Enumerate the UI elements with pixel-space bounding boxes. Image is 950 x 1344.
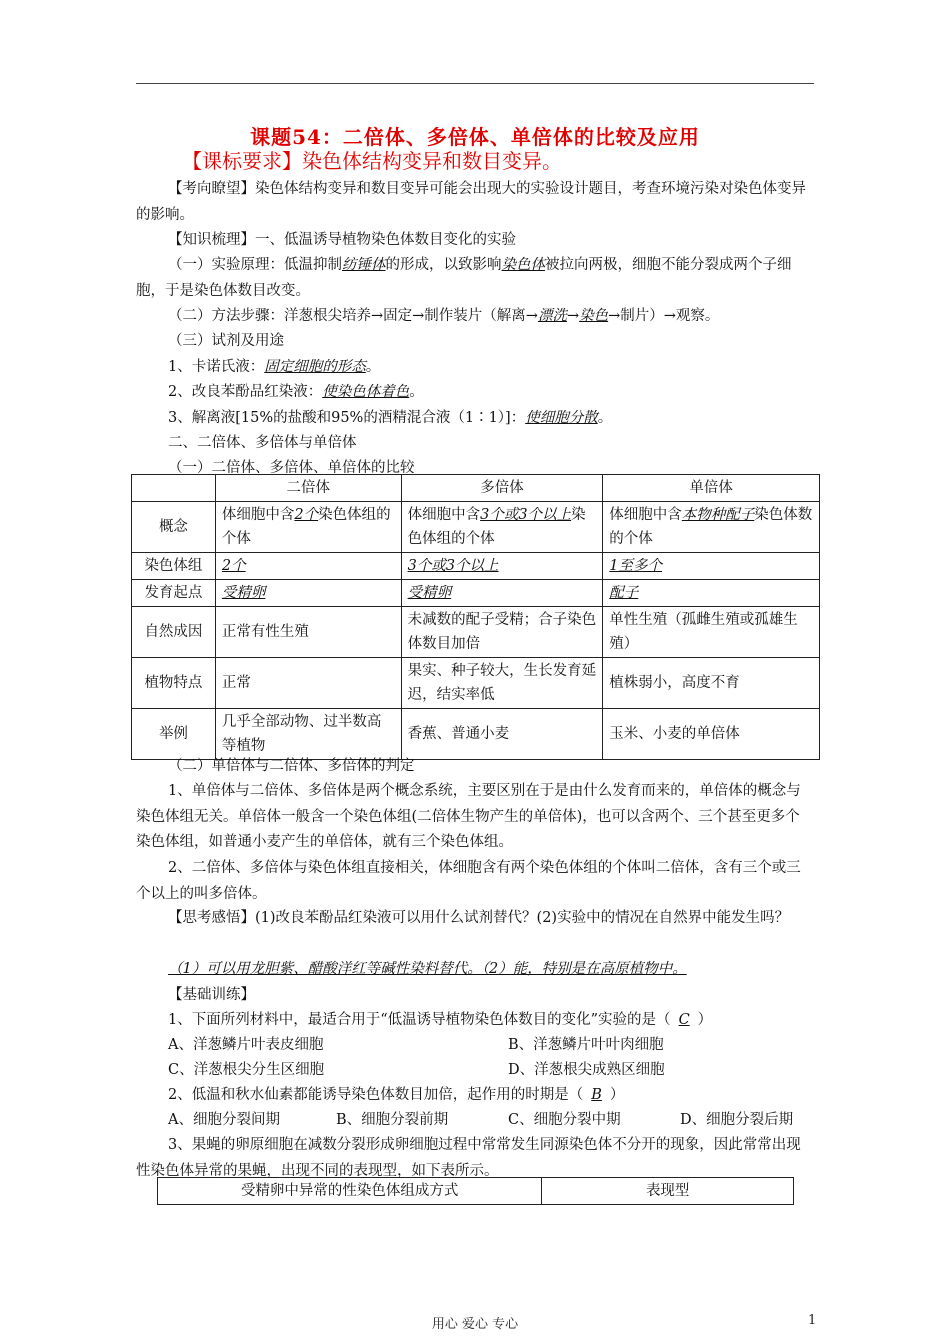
q2-option-c: C、细胞分裂中期 [508, 1112, 621, 1128]
table-row-natural-cause: 自然成因 正常有性生殖 未减数的配子受精；合子染色体数目加倍 单性生殖（孤雌生殖或孤雄生殖） [132, 607, 820, 658]
q2-option-d: D、细胞分裂后期 [680, 1112, 794, 1128]
page-title: 课题54：二倍体、多倍体、单倍体的比较及应用 [250, 125, 700, 149]
question-1-answer: C [678, 1012, 690, 1028]
page-footer: 用心 爱心 专心 [431, 1317, 519, 1332]
question-2: 2、低温和秋水仙素都能诱导染色体数目加倍，起作用的时期是（ B ） [168, 1087, 625, 1103]
compare-title: （一）二倍体、多倍体、单倍体的比较 [168, 460, 415, 476]
ploidy-comparison-table [131, 474, 820, 760]
question-2-answer: B [591, 1087, 602, 1103]
reagent-3: 3、解离液[15%的盐酸和95%的酒精混合液（1∶1）]：使细胞分散。 [168, 410, 613, 426]
question-1-options-row2 [168, 1058, 818, 1084]
q1-option-b: B、洋葱鳞片叶叶肉细胞 [508, 1037, 664, 1053]
question-3: 3、果蝇的卵原细胞在减数分裂形成卵细胞过程中常常发生同源染色体不分开的现象，因此常常出现性染色体异常的果蝇，出现不同的表现型，如下表所示。 [136, 1137, 801, 1179]
page-number: 1 [808, 1313, 817, 1328]
curriculum-requirement: 【课标要求】染色体结构变异和数目变异。 [182, 149, 562, 173]
training-title: 【基础训练】 [168, 987, 255, 1003]
q1-option-c: C、洋葱根尖分生区细胞 [168, 1062, 325, 1078]
q2-option-b: B、细胞分裂前期 [336, 1112, 449, 1128]
table-row-plant-traits: 植物特点 正常 果实、种子较大，生长发育延迟，结实率低 植株弱小，高度不育 [132, 658, 820, 709]
judge-title: （二）单倍体与二倍体、多倍体的判定 [168, 758, 415, 774]
answer-spindle: 纺锤体 [342, 257, 386, 273]
answer-rinse: 漂洗 [537, 308, 567, 324]
reagents-title: （三）试剂及用途 [168, 333, 284, 349]
q2-option-a: A、细胞分裂间期 [168, 1112, 280, 1128]
table-header-row: 二倍体 多倍体 单倍体 [132, 475, 820, 502]
thinking-question: 【思考感悟】(1)改良苯酚品红染液可以用什么试剂替代？(2)实验中的情况在自然界中能发生吗？ [168, 910, 790, 926]
table-row-set-count: 染色体组 2个 3个或3个以上 1至多个 [132, 553, 820, 580]
question-1-options-row1 [168, 1033, 818, 1059]
q1-option-d: D、洋葱根尖成熟区细胞 [508, 1062, 665, 1078]
question-2-options [168, 1108, 818, 1134]
table-row-concept: 概念 体细胞中含2个染色体组的个体 体细胞中含3个或3个以上染色体组的个体 体细胞中含本物种配子染色体数的个体 [132, 502, 820, 553]
knowledge-intro: 【知识梳理】一、低温诱导植物染色体数目变化的实验 [168, 232, 516, 248]
method-paragraph: （二）方法步骤：洋葱根尖培养→固定→制作装片（解离→漂洗→染色→制片）→观察。 [168, 308, 720, 324]
outlook-paragraph: 【考向瞭望】染色体结构变异和数目变异可能会出现大的实验设计题目，考查环境污染对染色体变异的影响。 [136, 181, 806, 223]
fruitfly-table [157, 1177, 794, 1205]
judge-paragraph-1: 1、单倍体与二倍体、多倍体是两个概念系统，主要区别在于是由什么发育而来的，单倍体的概念与染色体组无关。单倍体一般含一个染色体组(二倍体生物产生的单倍体)，也可以含两个、三个甚至更多个染色体组，如普通小麦产生的单倍体，就有三个染色体组。 [136, 783, 801, 850]
thinking-answer: （1）可以用龙胆紫、醋酸洋红等碱性染料替代。（2）能，特别是在高原植物中。 [168, 961, 687, 977]
fruitfly-table-header: 受精卵中异常的性染色体组成方式 表现型 [158, 1178, 794, 1205]
answer-stain: 染色 [579, 308, 609, 324]
reagent-1: 1、卡诺氏液：固定细胞的形态。 [168, 359, 381, 375]
part2-title: 二、二倍体、多倍体与单倍体 [168, 435, 357, 451]
table-row-examples: 举例 几乎全部动物、过半数高等植物 香蕉、普通小麦 玉米、小麦的单倍体 [132, 709, 820, 760]
q1-option-a: A、洋葱鳞片叶表皮细胞 [168, 1037, 324, 1053]
table-row-origin: 发育起点 受精卵 受精卵 配子 [132, 580, 820, 607]
answer-chromosome: 染色体 [501, 257, 545, 273]
principle-paragraph: （一）实验原理：低温抑制纺锤体的形成，以致影响染色体被拉向两极，细胞不能分裂成两个子细胞，于是染色体数目改变。 [136, 257, 792, 299]
question-1: 1、下面所列材料中，最适合用于“低温诱导植物染色体数目的变化”实验的是（ C ） [168, 1012, 713, 1028]
header-rule [136, 83, 814, 84]
judge-paragraph-2: 2、二倍体、多倍体与染色体组直接相关，体细胞含有两个染色体组的个体叫二倍体，含有三个或三个以上的叫多倍体。 [136, 860, 801, 902]
reagent-2: 2、改良苯酚品红染液：使染色体着色。 [168, 384, 424, 400]
